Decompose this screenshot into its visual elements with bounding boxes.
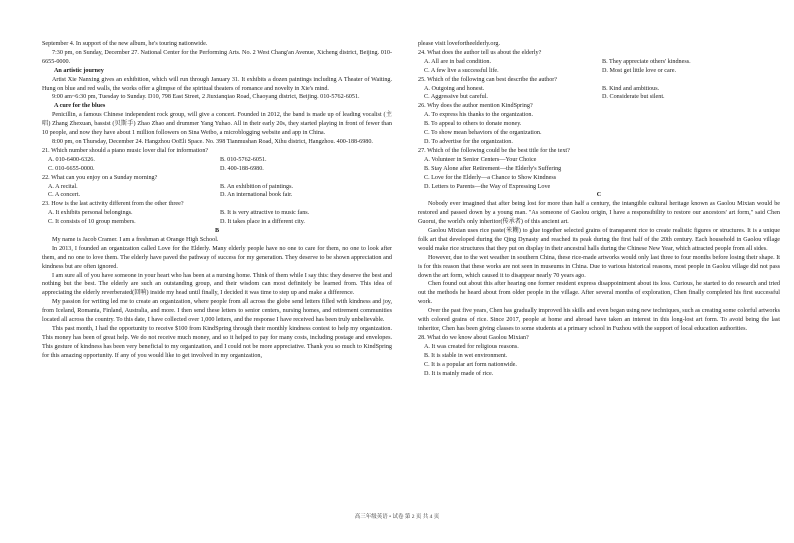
option-text: D. Considerate but silent. — [602, 94, 665, 101]
option-row — [418, 58, 780, 67]
question: 23. How is the last activity different from the other three? — [42, 201, 184, 208]
right-column — [418, 40, 780, 378]
option-text: D. To advertise for the organization. — [424, 138, 513, 145]
option-text: C. It consists of 10 group members. — [48, 219, 136, 226]
left-column — [42, 40, 392, 361]
option-text: B. It is stable in wet environment. — [424, 352, 508, 359]
option-text: D. It is mainly made of rice. — [424, 370, 494, 377]
paragraph: However, due to the wet weather in southern China, these rice-made artworks would only last three to four months before losing their shape. It is for this reason that these works are not seen in museums in China. Due to various historical reasons, most people in Gaolou village did not pass down the art form, which caused it to disappear nearly 70 years ago. — [418, 254, 780, 279]
passage-label: B — [214, 228, 220, 235]
paragraph: Chen found out about this after hearing one former resident express disappointment about its loss. Curious, he started to do research and tried out the methods he heard about from older people in the village. After several months of exploration, Chen finally completed his first successful work. — [418, 281, 780, 306]
option-text: B. They appreciate others' kindness. — [602, 58, 691, 65]
option-row — [418, 67, 780, 76]
option-row — [42, 209, 392, 218]
option-text: C. Love for the Elderly—a Chance to Show Kindness — [424, 174, 557, 181]
paragraph: Gaolou Mixian uses rice paste(米糊) to glue together selected grains of transparent rice to create realistic figures or structures. It is a unique folk art that developed during the Qing Dynasty and reached its peak during the first half of the 20th century. Each household in Gaolou village would make rice structures that they put on display in their ancestral halls during the Chinese New Year, which attracted people from all sides. — [418, 228, 780, 252]
section-heading: A cure for the blues — [54, 103, 106, 110]
option-text: C. A concert. — [48, 192, 81, 199]
option-row — [418, 93, 780, 102]
paragraph: My name is Jacob Cramer. I am a freshman at Orange High School. — [52, 236, 219, 243]
paragraph: I am sure all of you have someone in your heart who has been at a nursing home. Think of them while I say this: they deserve the best and nothing but the best. The elderly are such an outstanding group, and their wisdom can most definitely be learned from. This idea of appreciating the elderly reverberated(回响) inside my head until finally, I decided it was time to step up and make a difference. — [42, 272, 392, 297]
option-text: A. A recital. — [48, 183, 78, 190]
question: 28. What do we know about Gaolou Mixian? — [418, 334, 529, 341]
option-row — [42, 156, 392, 165]
text-line: September 4. In support of the new album, he's touring nationwide. — [42, 41, 208, 47]
option-text: C. 010-6655-0000. — [48, 165, 95, 172]
paragraph: 8:00 pm, on Thursday, December 24. Hangzhou OoEli Space. No. 398 Tianmushan Road, Xihu district, Hangzhou. 400-188-6980. — [52, 138, 373, 145]
question: 27. Which of the following could be the best title for the text? — [418, 147, 570, 154]
option-text: B. 010-5762-6051. — [220, 156, 267, 163]
paragraph: My passion for writing led me to create an organization, where people from all across the globe send letters filled with kindness and joy, from Iceland, Romania, Finland, Australia, and more. I then send these letters to senior centers, nursing homes, and retirement communities located all across the country. To this date, I have collected over 1,000 letters, and the response I have received has been truly unbelievable. — [42, 299, 392, 324]
option-text: C. A few live a successful life. — [424, 67, 499, 74]
paragraph: Nobody ever imagined that after being lost for more than half a century, the intangible cultural heritage known as Gaolou Mixian would be restored and passed down by a young man. "As someone of Gaolou origin, I have a responsibility to restore our ancestors' art form," said Chen Guorui, the world's only inheritor(传承者) of this ancient art. — [418, 201, 780, 226]
option-text: A. 010-6400-6326. — [48, 156, 95, 163]
option-text: A. All are in bad condition. — [424, 58, 492, 65]
option-text: D. It takes place in a different city. — [220, 219, 305, 226]
option-text: B. To appeal to others to donate money. — [424, 121, 522, 128]
option-text: A. Outgoing and honest. — [424, 85, 485, 92]
option-row — [418, 85, 780, 94]
page-footer: 高三年级英语 • 试卷 第 2 页 共 4 页 — [354, 514, 440, 520]
option-text: A. To express his thanks to the organization. — [424, 112, 534, 119]
option-row — [42, 218, 392, 227]
passage-label: C — [596, 192, 602, 199]
question: 22. What can you enjoy on a Sunday morning? — [42, 174, 158, 181]
option-text: D. An international book fair. — [220, 192, 293, 199]
question: 26. Why does the author mention KindSpring? — [418, 103, 533, 110]
text-line: please visit lovefortheelderly.org. — [418, 41, 501, 47]
paragraph: Over the past five years, Chen has gradually improved his skills and even began using new techniques, such as creating some colorful artworks with colored grains of rice. Since 2017, people at home and abroad have taken an interest in this long-lost art form. To avoid being the last inheritor, Chen has been giving classes to some students at a primary school in Fuzhou with the support of local education authorities. — [418, 308, 780, 332]
option-text: A. It was created for religious reasons. — [424, 343, 519, 350]
question: 25. Which of the following can best describe the author? — [418, 76, 558, 83]
paragraph: 9:00 am~6:30 pm, Tuesday to Sunday. D10, 798 East Street, 2 Jiuxianqiao Road, Chaoyang district, Beijing. 010-5762-6051. — [52, 94, 360, 101]
option-text: D. Most get little love or care. — [602, 67, 677, 74]
paragraph: 7:30 pm, on Sunday, December 27. National Center for the Performing Arts. No. 2 West Chang'an Avenue, Xicheng district, Beijing. 010-6655-0000. — [42, 49, 392, 65]
option-text: B. Stay Alone after Retirement—the Elderly's Suffering — [424, 165, 562, 172]
question: 21. Which number should a piano music lover dial for information? — [42, 147, 209, 154]
option-text: C. It is a popular art form nationwide. — [424, 361, 517, 368]
paragraph: This past month, I had the opportunity to receive $100 from KindSpring through their monthly kindness contest to help my organization. This money has been of great help. We do not receive much money, and so it helped to pay for many costs, including postage and envelopes. This gesture of kindness has been very beneficial to my organization, and I could not be more appreciative. Thank you so much to KindSpring for this amazing opportunity. If any of you would like to get involved in my organization, — [42, 326, 392, 359]
option-row — [42, 183, 392, 192]
option-text: D. Letters to Parents—the Way of Expressing Love — [424, 183, 551, 190]
paragraph: Artist Xie Nanxing gives an exhibition, which will run through January 31. It exhibits a dozen paintings including A Theater of Waiting. Hung on blue and red walls, the works offer a glimpse of the spiritual theaters of romance and novelty in Xie's mind. — [42, 76, 392, 92]
option-text: B. Kind and ambitious. — [602, 85, 660, 92]
question: 24. What does the author tell us about the elderly? — [418, 49, 542, 56]
option-row — [42, 191, 392, 200]
option-row — [42, 165, 392, 174]
paragraph: Penicillin, a famous Chinese independent rock group, will give a concert. Founded in 2012, the band is made up of leading vocalist (主唱) Zhang Zhexuan, bassist (贝斯手) Zhao Zhao and drummer Yang Yuhao. All in their early 20s, they started playing in front of fewer than 10 people, and now they have about 1 million followers on Sina Weibo, a microblogging website and app in China. — [42, 112, 392, 137]
option-text: C. To show mean behaviors of the organization. — [424, 130, 542, 137]
paragraph: In 2013, I founded an organization called Love for the Elderly. Many elderly people have no one to care for them, no one to look after them, and no one to love them. The elderly have paved the pathway of success for my generation. They deserve to be shown appreciation and kindness but are often ignored. — [42, 245, 392, 270]
option-text: A. Volunteer in Senior Centers—Your Choice — [424, 156, 537, 163]
section-heading: An artistic journey — [54, 67, 104, 74]
option-text: B. An exhibition of paintings. — [220, 183, 294, 190]
option-text: B. It is very attractive to music fans. — [220, 210, 310, 217]
option-text: A. It exhibits personal belongings. — [48, 210, 133, 217]
option-text: C. Aggressive but careful. — [424, 94, 488, 101]
option-text: D. 400-188-6980. — [220, 165, 264, 172]
